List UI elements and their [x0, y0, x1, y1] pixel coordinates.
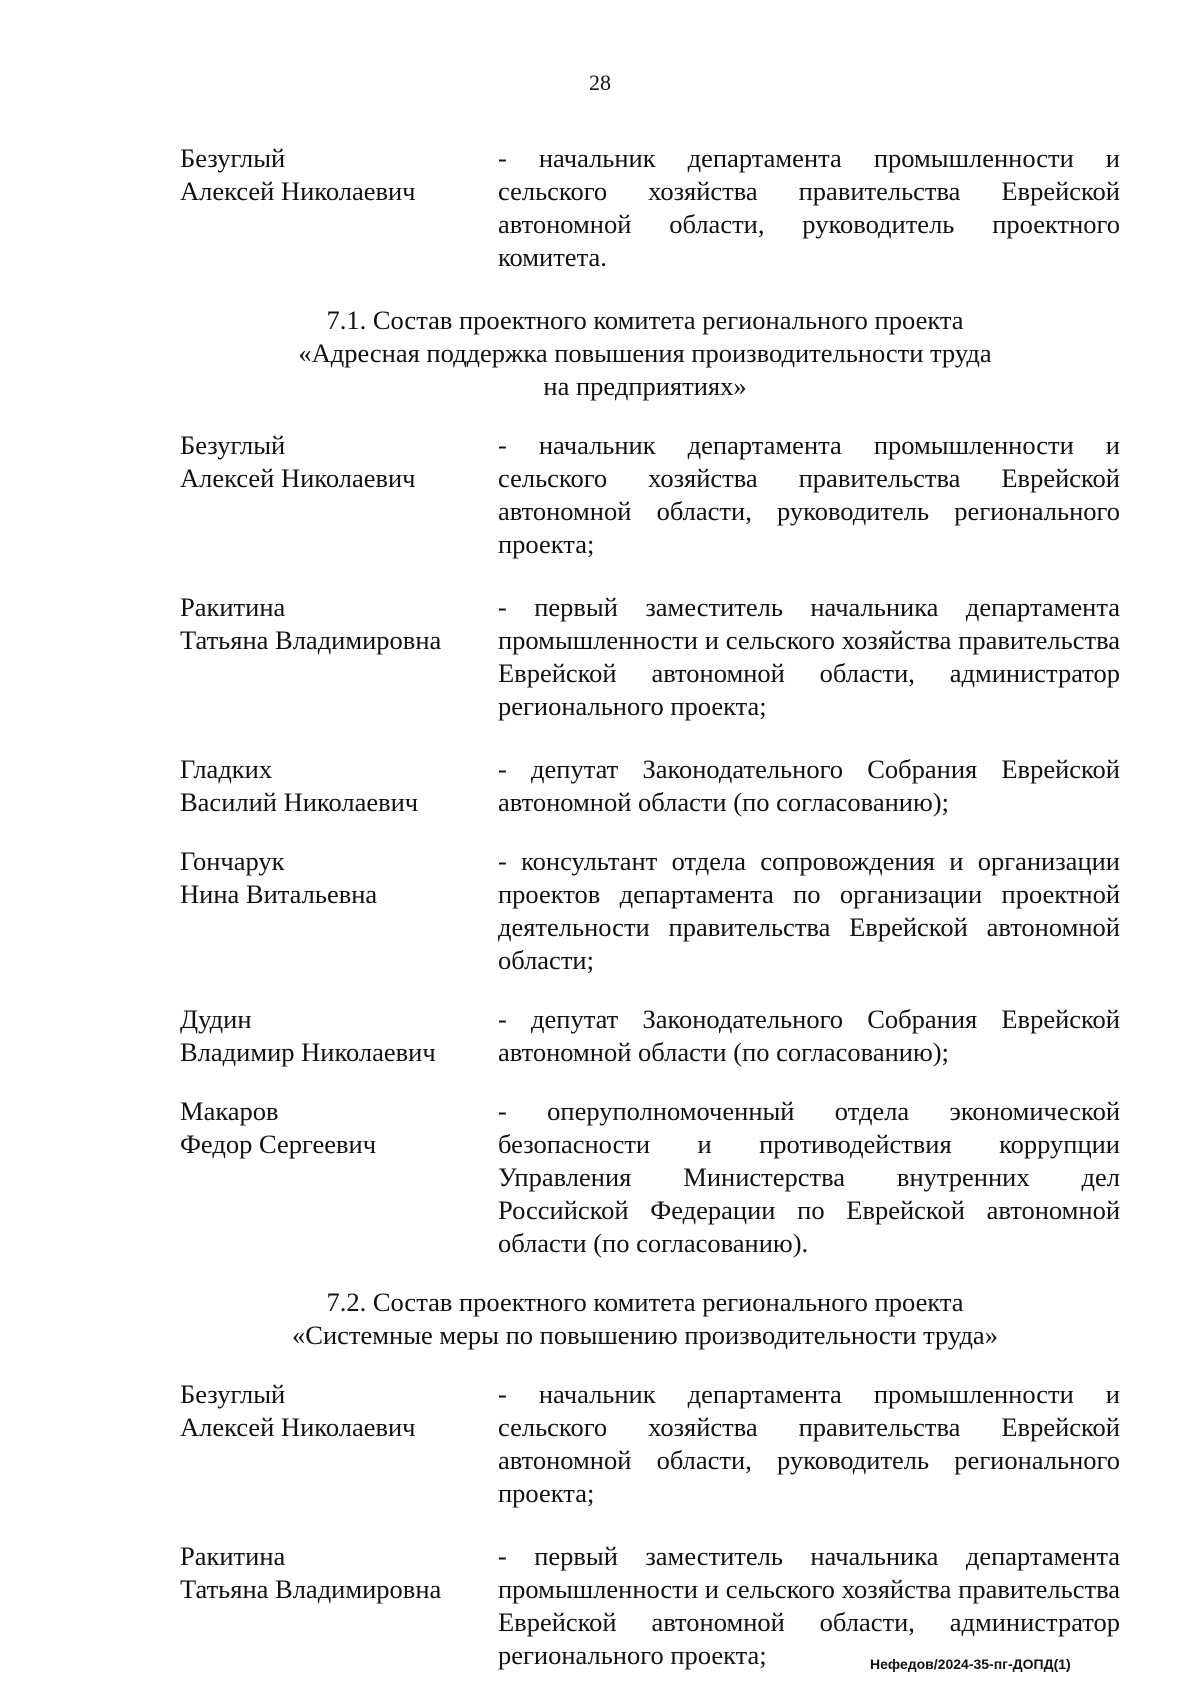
member-name: [180, 845, 498, 911]
member-surname: Гладких: [180, 754, 273, 784]
member-given-names: Алексей Николаевич: [180, 176, 416, 206]
member-name: [180, 753, 498, 819]
member-given-names: Татьяна Владимировна: [180, 625, 442, 655]
member-given-names: Нина Витальевна: [180, 879, 378, 909]
document-body: [180, 142, 1120, 1672]
committee-member-entry: [180, 591, 1120, 723]
member-role: - начальник департамента промышленности и сельского хозяйства правительства Еврейской автономной области, руководитель регионального проекта;: [498, 430, 1120, 559]
member-role: - депутат Законодательного Собрания Еврейской автономной области (по согласованию);: [498, 1004, 1120, 1067]
member-surname: Гончарук: [180, 846, 285, 876]
section-title-line: 7.2. Состав проектного комитета регионального проекта: [326, 1287, 964, 1317]
member-role: - оперуполномоченный отдела экономической безопасности и противодействия коррупции Управления Министерства внутренних дел Российской Федерации по Еврейской автономной области (по согласованию).: [498, 1096, 1120, 1258]
member-name: [180, 1095, 498, 1161]
section-title: [170, 304, 1120, 403]
committee-member-entry: [180, 1378, 1120, 1510]
member-given-names: Федор Сергеевич: [180, 1129, 377, 1159]
document-registration-code: Нефедов/2024-35-пг-ДОПД(1): [870, 1656, 1071, 1672]
member-name: [180, 1378, 498, 1444]
section-title-line: «Адресная поддержка повышения производительности труда: [298, 338, 992, 368]
member-name: [180, 142, 498, 208]
committee-member-entry: [180, 1540, 1120, 1672]
committee-member-entry: [180, 753, 1120, 819]
committee-member-entry: [180, 142, 1120, 274]
section-title: [170, 1286, 1120, 1352]
member-name: [180, 429, 498, 495]
member-surname: Ракитина: [180, 592, 286, 622]
member-surname: Дудин: [180, 1004, 252, 1034]
page-number: 28: [589, 70, 611, 95]
member-surname: Безуглый: [180, 430, 286, 460]
member-given-names: Владимир Николаевич: [180, 1037, 436, 1067]
section-title-line: 7.1. Состав проектного комитета регионального проекта: [326, 305, 964, 335]
section-title-line: «Системные меры по повышению производительности труда»: [292, 1320, 998, 1350]
member-name: [180, 1540, 498, 1606]
member-role: - депутат Законодательного Собрания Еврейской автономной области (по согласованию);: [498, 754, 1120, 817]
member-surname: Безуглый: [180, 143, 286, 173]
member-given-names: Татьяна Владимировна: [180, 1574, 442, 1604]
committee-member-entry: [180, 1003, 1120, 1069]
committee-member-entry: [180, 845, 1120, 977]
member-role: - первый заместитель начальника департамента промышленности и сельского хозяйства правительства Еврейской автономной области, администратор регионального проекта;: [498, 592, 1120, 721]
member-given-names: Алексей Николаевич: [180, 1412, 416, 1442]
member-surname: Ракитина: [180, 1541, 286, 1571]
member-name: [180, 1003, 498, 1069]
member-given-names: Алексей Николаевич: [180, 463, 416, 493]
committee-member-entry: [180, 429, 1120, 561]
member-role: - консультант отдела сопровождения и организации проектов департамента по организации проектной деятельности правительства Еврейской автономной области;: [498, 846, 1120, 975]
member-surname: Безуглый: [180, 1379, 286, 1409]
member-name: [180, 591, 498, 657]
member-given-names: Василий Николаевич: [180, 787, 419, 817]
member-role: - начальник департамента промышленности и сельского хозяйства правительства Еврейской автономной области, руководитель проектного комитета.: [498, 143, 1120, 272]
member-role: - начальник департамента промышленности и сельского хозяйства правительства Еврейской автономной области, руководитель регионального проекта;: [498, 1379, 1120, 1508]
committee-member-entry: [180, 1095, 1120, 1260]
member-surname: Макаров: [180, 1096, 279, 1126]
member-role: - первый заместитель начальника департамента промышленности и сельского хозяйства правительства Еврейской автономной области, администратор регионального проекта;: [498, 1541, 1120, 1670]
section-title-line: на предприятиях»: [543, 371, 747, 401]
